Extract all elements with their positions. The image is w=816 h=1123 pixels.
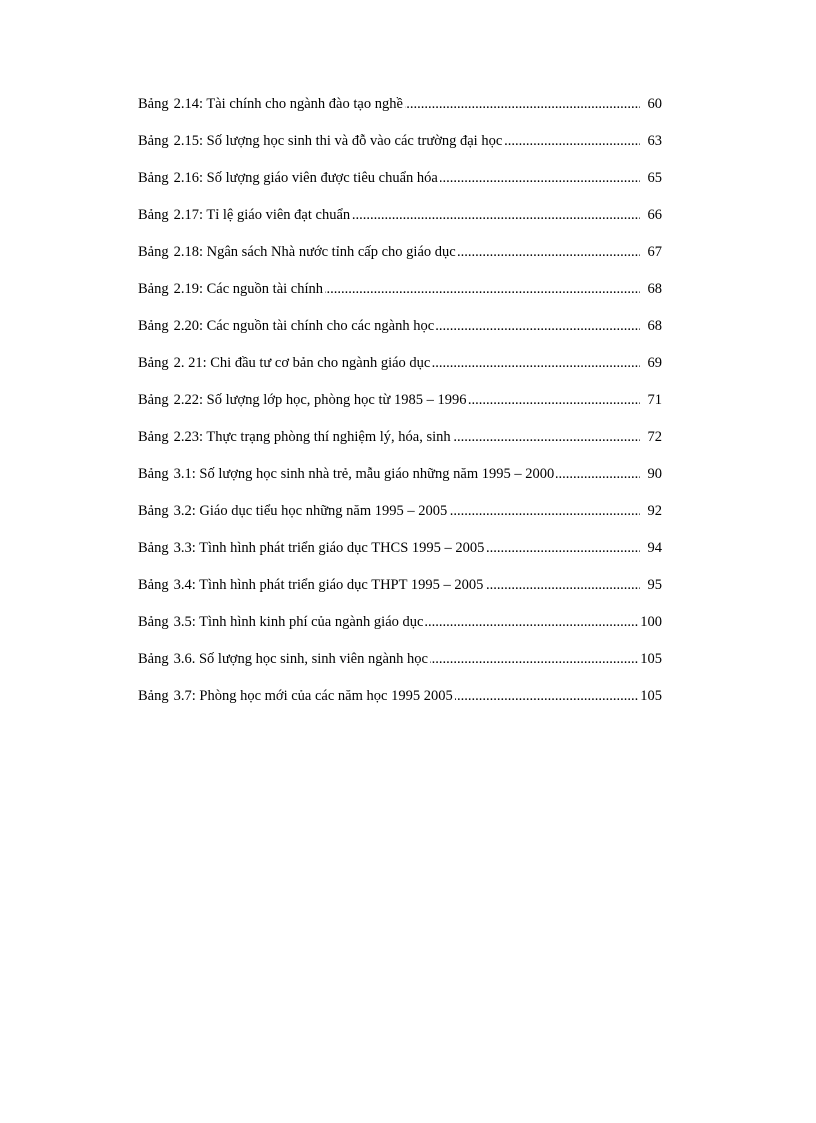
toc-title: Chi đầu tư cơ bản cho ngành giáo dục [210,355,431,371]
toc-entry-2-21 [138,350,662,387]
toc-entry-2-19 [138,276,662,313]
toc-label: Bảng [138,355,169,371]
toc-page-number: 100 [639,609,662,636]
toc-entry-text [138,91,405,118]
toc-number: 2. 21: [173,355,207,371]
toc-label: Bảng [138,133,169,149]
toc-label: Bảng [138,96,169,112]
toc-page-number: 105 [639,683,662,710]
toc-number: 2.17: [173,207,204,223]
toc-page-number: 68 [647,276,663,303]
toc-entry-2-18 [138,239,662,276]
toc-entry-text [138,350,432,377]
toc-entry-3-7 [138,683,662,720]
toc-number: 2.20: [173,318,204,334]
toc-page-number: 92 [647,498,663,525]
toc-entry-text [138,313,436,340]
toc-entry-text [138,276,325,303]
toc-title: Số lượng lớp học, phòng học từ 1985 – 1996 [206,392,467,408]
toc-number: 2.14: [173,96,204,112]
toc-label: Bảng [138,392,169,408]
toc-label: Bảng [138,207,169,223]
toc-number: 2.19: [173,281,204,297]
toc-title: Số lượng học sinh nhà trẻ, mẫu giáo những năm 1995 – 2000 [199,466,555,482]
toc-number: 3.1: [173,466,196,482]
toc-label: Bảng [138,503,169,519]
toc-label: Bảng [138,244,169,260]
toc-entry-text [138,165,440,192]
toc-title: Số lượng giáo viên được tiêu chuẩn hóa [206,170,438,186]
toc-number: 2.18: [173,244,204,260]
toc-page-number: 63 [647,128,663,155]
toc-title: Tình hình phát triển giáo dục THPT 1995 – 2005 [199,577,484,593]
toc-entry-text [138,387,468,414]
toc-number: 3.3: [173,540,196,556]
toc-entry-text [138,128,504,155]
toc-entry-2-15 [138,128,662,165]
toc-number: 2.22: [173,392,204,408]
toc-label: Bảng [138,688,169,704]
toc-entry-3-2 [138,498,662,535]
toc-entry-text [138,572,485,599]
toc-page-number: 95 [647,572,663,599]
toc-page-number: 90 [647,461,663,488]
toc-title: Ngân sách Nhà nước tỉnh cấp cho giáo dục [206,244,456,260]
table-list-of-contents [138,91,662,720]
toc-entry-text [138,646,430,673]
toc-entry-2-23 [138,424,662,461]
toc-title: Các nguồn tài chính cho các ngành học [206,318,435,334]
toc-entry-2-16 [138,165,662,202]
toc-page-number: 66 [647,202,663,229]
toc-entry-3-3 [138,535,662,572]
toc-label: Bảng [138,281,169,297]
toc-entry-2-22 [138,387,662,424]
toc-entry-3-1 [138,461,662,498]
toc-page-number: 65 [647,165,663,192]
toc-number: 2.15: [173,133,204,149]
toc-page-number: 69 [647,350,663,377]
toc-page-number: 67 [647,239,663,266]
toc-title: Thực trạng phòng thí nghiệm lý, hóa, sinh [206,429,451,445]
toc-entry-2-17 [138,202,662,239]
toc-number: 2.16: [173,170,204,186]
toc-title: Tình hình kinh phí của ngành giáo dục [199,614,424,630]
toc-page-number: 72 [647,424,663,451]
toc-label: Bảng [138,614,169,630]
toc-entry-text [138,202,352,229]
toc-title: Các nguồn tài chính [206,281,324,297]
toc-title: Số lượng học sinh thi và đỗ vào các trường đại học [206,133,503,149]
toc-entry-2-20 [138,313,662,350]
toc-number: 3.7: [173,688,196,704]
toc-label: Bảng [138,540,169,556]
toc-entry-text [138,535,486,562]
toc-label: Bảng [138,429,169,445]
toc-entry-text [138,461,556,488]
toc-title: Giáo dục tiểu học những năm 1995 – 2005 [199,503,448,519]
toc-label: Bảng [138,170,169,186]
toc-page-number: 94 [647,535,663,562]
toc-entry-3-5 [138,609,662,646]
toc-title: Số lượng học sinh, sinh viên ngành học [198,651,428,667]
toc-title: Tình hình phát triển giáo dục THCS 1995 – 2005 [199,540,485,556]
toc-label: Bảng [138,466,169,482]
toc-entry-3-6 [138,646,662,683]
toc-page-number: 60 [647,91,663,118]
toc-entry-text [138,609,425,636]
toc-number: 3.2: [173,503,196,519]
toc-entry-3-4 [138,572,662,609]
toc-page-number: 71 [647,387,663,414]
toc-page-number: 68 [647,313,663,340]
toc-title: Phòng học mới của các năm học 1995 2005 [199,688,453,704]
toc-label: Bảng [138,318,169,334]
toc-entry-text [138,239,458,266]
toc-entry-2-14 [138,91,662,128]
toc-number: 3.4: [173,577,196,593]
toc-number: 3.5: [173,614,196,630]
toc-label: Bảng [138,651,169,667]
toc-number: 3.6. [173,651,196,667]
toc-title: Tỉ lệ giáo viên đạt chuẩn [206,207,351,223]
toc-entry-text [138,683,455,710]
toc-page-number: 105 [639,646,662,673]
toc-number: 2.23: [173,429,204,445]
toc-entry-text [138,498,449,525]
toc-label: Bảng [138,577,169,593]
toc-entry-text [138,424,453,451]
toc-title: Tài chính cho ngành đào tạo nghề [206,96,403,112]
